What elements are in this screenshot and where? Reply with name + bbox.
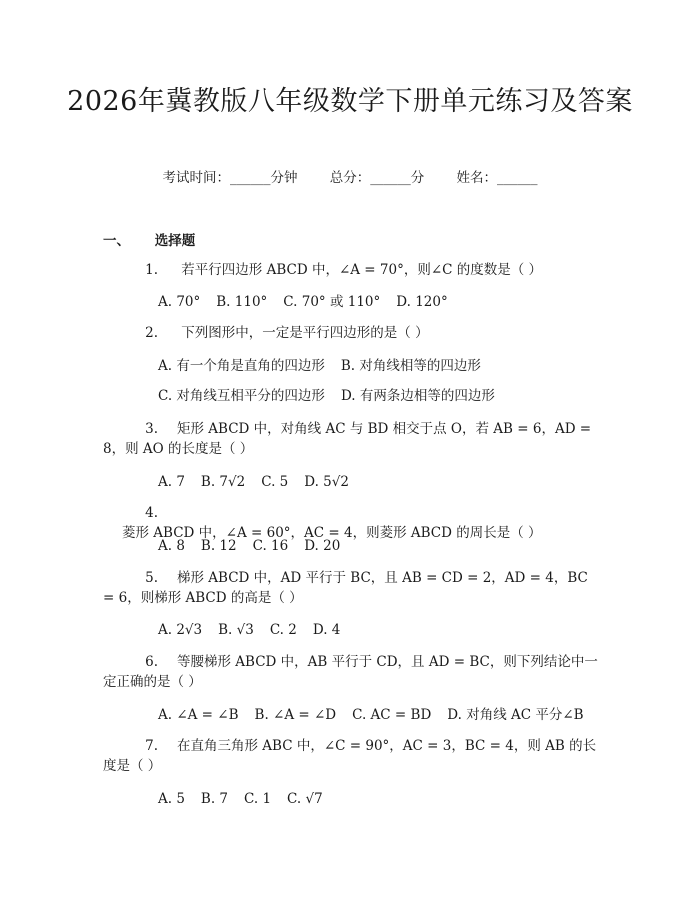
question-text: 等腰梯形 ABCD 中，AB 平行于 CD，且 AD = BC，则下列结论中一定正确的是（ ）: [103, 654, 598, 690]
option: B. √3: [218, 622, 254, 638]
question-text: 若平行四边形 ABCD 中，∠A = 70°，则∠C 的度数是（ ）: [181, 262, 543, 278]
section-number: 一、: [103, 233, 130, 249]
question-1-options: [158, 292, 464, 312]
question-5: [103, 568, 600, 608]
question-2: [103, 323, 600, 343]
question-2-options-row-1: [158, 356, 497, 376]
option: A. 8: [158, 538, 185, 554]
student-name-field: 姓名：______: [456, 170, 538, 186]
option: C. 16: [252, 538, 289, 554]
question-number: 2.: [145, 325, 158, 341]
question-text: 在直角三角形 ABC 中，∠C = 90°，AC = 3，BC = 4，则 AB 的长度是（ ）: [103, 738, 597, 774]
option: D. 对角线 AC 平分∠B: [447, 707, 584, 723]
option: D. 120°: [396, 294, 448, 310]
question-number: 6.: [145, 654, 158, 670]
option: A. 2√3: [158, 622, 203, 638]
section-heading: [103, 229, 195, 249]
option: B. 12: [200, 538, 237, 554]
option: D. 有两条边相等的四边形: [340, 388, 495, 404]
option: A. 有一个角是直角的四边形: [158, 358, 325, 374]
option: B. 7√2: [200, 474, 246, 490]
option: B. 110°: [216, 294, 268, 310]
question-3: [103, 419, 600, 459]
question-6-options: [158, 705, 600, 725]
option: A. 70°: [158, 294, 201, 310]
question-text: 菱形 ABCD 中，∠A = 60°，AC = 4，则菱形 ABCD 的周长是（ ）: [122, 525, 542, 541]
option: D. 4: [312, 622, 341, 638]
option: A. 5: [158, 791, 185, 807]
option: C. 2: [269, 622, 297, 638]
question-2-options-row-2: [158, 386, 511, 406]
question-1: [103, 260, 600, 280]
question-number: 7.: [145, 738, 158, 754]
option: B. 对角线相等的四边形: [340, 358, 481, 374]
option: C. AC = BD: [352, 707, 432, 723]
question-7-options: [158, 789, 339, 809]
exam-info-line: [0, 168, 700, 188]
option: C. 对角线互相平分的四边形: [158, 388, 325, 404]
question-6: [103, 652, 600, 692]
option: C. 70° 或 110°: [283, 294, 381, 310]
option: B. 7: [200, 791, 229, 807]
page-title: 2026年冀教版八年级数学下册单元练习及答案: [67, 86, 633, 117]
question-5-options: [158, 620, 356, 640]
option: B. ∠A = ∠D: [254, 707, 337, 723]
section-label: 选择题: [154, 233, 196, 249]
option: C. 5: [261, 474, 289, 490]
option: A. ∠A = ∠B: [158, 707, 239, 723]
question-number: 5.: [145, 570, 158, 586]
exam-time-field: 考试时间：______分钟: [162, 170, 298, 186]
question-text: 矩形 ABCD 中，对角线 AC 与 BD 相交于点 O，若 AB = 6，AD = 8，则 AO 的长度是（ ）: [103, 421, 592, 457]
option: C. 1: [244, 791, 272, 807]
question-7: [103, 736, 600, 776]
option: D. 5√2: [304, 474, 349, 490]
question-number: 4.: [145, 505, 158, 521]
option: A. 7: [158, 474, 185, 490]
question-3-options: [158, 472, 365, 492]
option: C. √7: [287, 791, 323, 807]
question-4-options: [158, 536, 356, 556]
option: D. 20: [304, 538, 341, 554]
question-number: 1.: [145, 262, 158, 278]
total-score-field: 总分：______分: [329, 170, 425, 186]
question-text: 梯形 ABCD 中，AD 平行于 BC，且 AB = CD = 2，AD = 4，BC = 6，则梯形 ABCD 的高是（ ）: [103, 570, 588, 606]
question-number: 3.: [145, 421, 158, 437]
question-text: 下列图形中，一定是平行四边形的是（ ）: [181, 325, 429, 341]
